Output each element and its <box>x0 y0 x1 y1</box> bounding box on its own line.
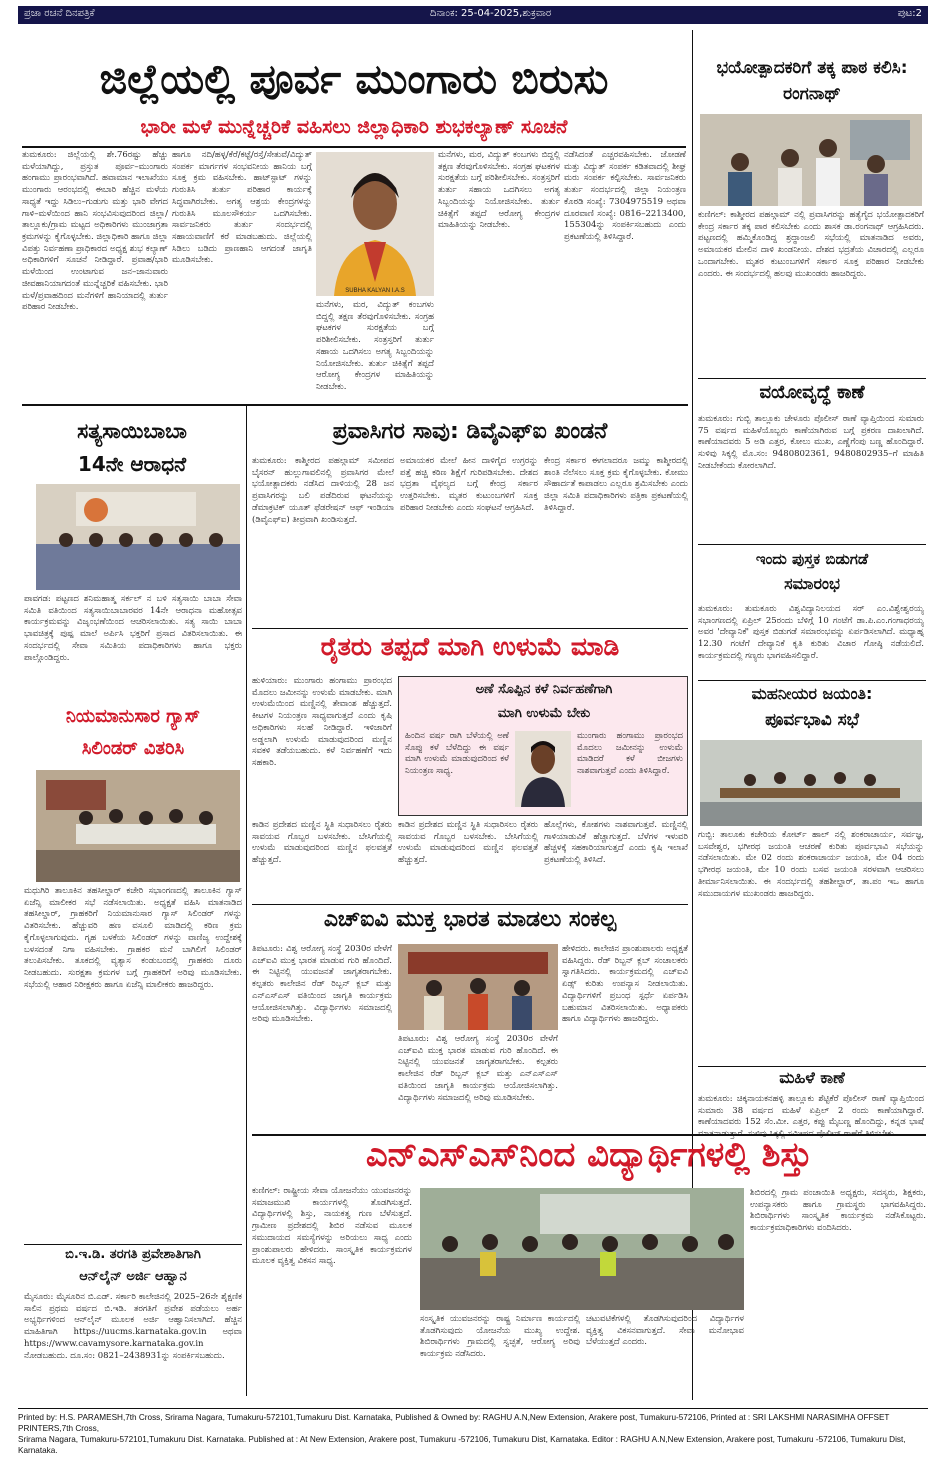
bed-headline-2: ಆನ್‌ಲೈನ್ ಅರ್ಜಿ ಆಹ್ವಾನ <box>79 1269 187 1284</box>
nss-headline: ಎನ್‌ಎಸ್‌ಎಸ್‌ನಿಂದ ವಿದ್ಯಾರ್ಥಿಗಳಲ್ಲಿ ಶಿಸ್ತು <box>365 1135 813 1175</box>
nss-column-2: ಸಂಸ್ಕೃತಿಕ ಯುವಜನರನ್ನು ರಾಷ್ಟ್ರ ನಿರ್ಮಾಣ ಕಾರ್ಯದಲ್ಲಿ ತೊಡಗಿಸುವುದು ಯೋಜನೆಯ ಮುಖ್ಯ ಉದ್ದೇಶ. ಶಿಬಿರಾರ್ಥಿಗಳು ಗ್ರಾಮದಲ್ಲಿ ಸ್ವಚ್ಛತೆ, ಆರೋಗ್ಯ ಅರಿವು ಕಾರ್ಯಕ್ರಮ ನಡೆಸಿದರು. <box>420 1314 580 1360</box>
bed-headline-1: ಬಿ.ಇ.ಡಿ. ತರಗತಿ ಪ್ರವೇಶಾತಿಗಾಗಿ <box>65 1247 201 1262</box>
terror-headline: ಭಯೋತ್ಪಾದಕರಿಗೆ ತಕ್ಕ ಪಾಠ ಕಲಿಸಿ: ರಂಗನಾಥ್ <box>716 58 908 104</box>
group-photo-icon <box>420 1188 744 1310</box>
person-portrait-icon <box>316 152 434 296</box>
lead-subhead: ಭಾರೀ ಮಳೆ ಮುನ್ನೆಚ್ಚರಿಕೆ ವಹಿಸಲು ಜಿಲ್ಲಾಧಿಕಾರಿ ಶುಭಕಲ್ಯಾಣ್ ಸೂಚನೆ <box>140 116 568 138</box>
lead-column-3b: ಮನೆಗಳು, ಮರ, ವಿದ್ಯುತ್ ಕಂಬಗಳು ಬಿದ್ದಲ್ಲಿ ತಕ್ಷಣ ತೆರವುಗೊಳಿಸಬೇಕು. ಸಂಗ್ರಹ ಘಟಕಗಳ ಸುರಕ್ಷತೆಯ ಬಗ್ಗೆ ಪರಿಶೀಲಿಸಬೇಕು. ಸಂತ್ರಸ್ತರಿಗೆ ತುರ್ತು ಸಹಾಯ ಒದಗಿಸಲು ಅಗತ್ಯ ಸಿಬ್ಬಂದಿಯನ್ನು ನಿಯೋಜಿಸಬೇಕು. ತುರ್ತು ಚಿಕಿತ್ಸೆಗೆ ತಪ್ಪದೆ ಆರೋಗ್ಯ ಕೇಂದ್ರಗಳ ಮಾಹಿತಿಯನ್ನು ನೀಡಬೇಕು. <box>316 300 434 393</box>
meeting-hall-photo-icon <box>700 740 922 826</box>
divider <box>22 146 686 148</box>
tourist-column-2: ಅಮಾಯಕರ ಮೇಲೆ ಹೀನ ದಾಳಿಗೈದ ಉಗ್ರರನ್ನು ಪತ್ತೆ ಹಚ್ಚಿ ಕಠಿಣ ಶಿಕ್ಷೆಗೆ ಗುರಿಪಡಿಸಬೇಕು. ದೇಶದ ಭದ್ರತಾ ವೈಫಲ್ಯದ ಬಗ್ಗೆ ಕೇಂದ್ರ ಸರ್ಕಾರ ಉತ್ತರಿಸಬೇಕು. ಮೃತರ ಕುಟುಂಬಗಳಿಗೆ ಸೂಕ್ತ ಪರಿಹಾರ ನೀಡಬೇಕು ಎಂದು ಸಂಘಟನೆ ಆಗ್ರಹಿಸಿದೆ. <box>400 456 538 513</box>
jayanti-photo <box>700 740 922 826</box>
nss-column-3: ಚಟುವಟಿಕೆಗಳಲ್ಲಿ ತೊಡಗಿಸುವುದರಿಂದ ವಿದ್ಯಾರ್ಥಿಗಳ ವ್ಯಕ್ತಿತ್ವ ವಿಕಸನವಾಗುತ್ತದೆ. ಸೇವಾ ಮನೋಭಾವ ಬೆಳೆಯುತ್ತದೆ ಎಂದರು. <box>586 1314 744 1348</box>
divider <box>24 1244 242 1245</box>
lead-column-2: ಹಾಗೂ ನದಿ/ಹಳ್ಳ/ಕೆರೆ/ಕಟ್ಟೆ/ರಸ್ತೆ/ಸೇತುವೆ/ವಿದ್ಯುತ್ ಸಂಪರ್ಕ ಮಾರ್ಗಗಳ ಸಂಭವನೀಯ ಹಾನಿಯ ಬಗ್ಗೆ ಸೂಕ್ತ ಕ್ರಮ ವಹಿಸಬೇಕು. ಹಾಟ್‌ಸ್ಪಾಟ್ ಗಳನ್ನು ಗುರುತಿಸಿ ತುರ್ತು ಪರಿಹಾರ ಕಾರ್ಯಕ್ಕೆ ಸಿದ್ಧವಾಗಿರಬೇಕು. ಅಗತ್ಯ ಆಶ್ರಯ ಕೇಂದ್ರಗಳನ್ನು ಗುರುತಿಸಿ ಮೂಲಸೌಕರ್ಯ ಒದಗಿಸಬೇಕು. ಸಾರ್ವಜನಿಕರು ತುರ್ತು ಸಂದರ್ಭದಲ್ಲಿ ಸಹಾಯವಾಣಿಗೆ ಕರೆ ಮಾಡಬಹುದು. ಜಿಲ್ಲೆಯಲ್ಲಿ ಸಿಡಿಲು ಬಡಿದು ಪ್ರಾಣಹಾನಿ ಆಗದಂತೆ ಜಾಗೃತಿ ಮೂಡಿಸಬೇಕು. <box>172 150 312 266</box>
box-column-1: ಹಿಂದಿನ ವರ್ಷ ರಾಗಿ ಬೆಳೆಯಲ್ಲಿ ಅಣೆ ಸೊಪ್ಪು ಕಳೆ ಬೆಳೆದಿದ್ದು ಈ ವರ್ಷ ಮಾಗಿ ಉಳುಮೆ ಮಾಡುವುದರಿಂದ ಕಳೆ ನಿಯಂತ್ರಣ ಸಾಧ್ಯ. <box>405 731 509 777</box>
masthead-page: ಪುಟ:2 <box>897 8 922 19</box>
sai-headline-2: 14ನೇ ಆರಾಧನೆ <box>77 452 187 476</box>
tourist-headline: ಪ್ರವಾಸಿಗರ ಸಾವು: ಡಿವೈಎಫ್‌ಐ ಖಂಡನೆ <box>332 419 608 444</box>
sai-headline-1: ಸತ್ಯಸಾಯಿಬಾಬಾ <box>77 419 187 443</box>
gas-body: ಮಧುಗಿರಿ ತಾಲೂಕಿನ ತಹಸೀಲ್ದಾರ್ ಕಚೇರಿ ಸಭಾಂಗಣದಲ್ಲಿ ತಾಲೂಕಿನ ಗ್ಯಾಸ್ ಏಜೆನ್ಸಿ ಮಾಲೀಕರ ಸಭೆ ನಡೆಸಲಾಯಿತು. ಅಧ್ಯಕ್ಷತೆ ವಹಿಸಿ ಮಾತನಾಡಿದ ತಹಸೀಲ್ದಾರ್, ಗ್ರಾಹಕರಿಗೆ ನಿಯಮಾನುಸಾರ ಗ್ಯಾಸ್ ಸಿಲಿಂಡರ್ ಗಳನ್ನು ವಿತರಿಸಬೇಕು. ಹೆಚ್ಚುವರಿ ಹಣ ವಸೂಲಿ ಮಾಡಿದಲ್ಲಿ ಕಠಿಣ ಕ್ರಮ ಕೈಗೊಳ್ಳಲಾಗುವುದು. ಗೃಹ ಬಳಕೆಯ ಸಿಲಿಂಡರ್ ಗಳನ್ನು ವಾಣಿಜ್ಯ ಉದ್ದೇಶಕ್ಕೆ ಬಳಸದಂತೆ ನಿಗಾ ವಹಿಸಬೇಕು. ಗ್ರಾಹಕರ ಮನೆ ಬಾಗಿಲಿಗೆ ಸಿಲಿಂಡರ್ ತಲುಪಿಸಬೇಕು. ತೂಕದಲ್ಲಿ ವ್ಯತ್ಯಾಸ ಕಂಡುಬಂದಲ್ಲಿ ಗ್ರಾಹಕರು ದೂರು ನೀಡಬಹುದು. ಸುರಕ್ಷತಾ ಕ್ರಮಗಳ ಬಗ್ಗೆ ಗ್ರಾಹಕರಿಗೆ ಅರಿವು ಮೂಡಿಸಬೇಕು. ಸಭೆಯಲ್ಲಿ ಆಹಾರ ನಿರೀಕ್ಷಕರು ಹಾಗೂ ಏಜೆನ್ಸಿ ಮಾಲೀಕರು ಹಾಜರಿದ್ದರು. <box>24 886 242 990</box>
book-headline-1: ಇಂದು ಪುಸ್ತಕ ಬಿಡುಗಡೆ <box>755 550 869 568</box>
masthead-paper: ಪ್ರಜಾ ರಚನೆ ದಿನಪತ್ರಿಕೆ <box>24 8 95 19</box>
divider <box>698 544 926 545</box>
bed-body: ಮೈಸೂರು: ಮೈಸೂರಿನ ಬಿ.ಎಡ್. ಸರ್ಕಾರಿ ಕಾಲೇಜಿನಲ್ಲಿ 2025–26ನೇ ಶೈಕ್ಷಣಿಕ ಸಾಲಿನ ಪ್ರಥಮ ವರ್ಷದ ಬಿ.ಇಡಿ. ತರಗತಿಗೆ ಪ್ರವೇಶ ಪಡೆಯಲು ಅರ್ಹ ಅಭ್ಯರ್ಥಿಗಳಿಂದ ಆನ್‌ಲೈನ್ ಮೂಲಕ ಅರ್ಜಿ ಆಹ್ವಾನಿಸಲಾಗಿದೆ. ಹೆಚ್ಚಿನ ಮಾಹಿತಿಗಾಗಿ https://uucms.karnataka.gov.in ಅಥವಾ https://www.cavamysore.karnataka.gov.in ನೋಡಬಹುದು. ದೂ.ಸಂ: 0821–2438931ನ್ನು ಸಂಪರ್ಕಿಸಬಹುದು. <box>24 1292 242 1361</box>
box-headline-1: ಅಣೆ ಸೊಪ್ಪಿನ ಕಳೆ ನಿರ್ವಹಣೆಗಾಗಿ <box>475 682 613 697</box>
sai-body: ಪಾವಗಡ: ಪಟ್ಟಣದ ಶನಿಮಹಾತ್ಮ ಸರ್ಕಲ್ ನ ಬಳಿ ಸತ್ಯಸಾಯಿ ಬಾಬಾ ಸೇವಾ ಸಮಿತಿ ವತಿಯಿಂದ ಸತ್ಯಸಾಯಿಬಾಬಾರವರ 14ನೇ ಆರಾಧನಾ ಮಹೋತ್ಸವ ಕಾರ್ಯಕ್ರಮವನ್ನು ವಿಜೃಂಭಣೆಯಿಂದ ಆಚರಿಸಲಾಯಿತು. ಸತ್ಯ ಸಾಯಿ ಬಾಬಾ ಭಾವಚಿತ್ರಕ್ಕೆ ಪುಷ್ಪ ಮಾಲೆ ಅರ್ಪಿಸಿ ಭಕ್ತರಿಗೆ ಪ್ರಸಾದ ವಿತರಿಸಲಾಯಿತು. ಈ ಸಂದರ್ಭದಲ್ಲಿ ಸೇವಾ ಸಮಿತಿಯ ಪದಾಧಿಕಾರಿಗಳು ಹಾಗೂ ಭಕ್ತರು ಪಾಲ್ಗೊಂಡಿದ್ದರು. <box>24 594 242 663</box>
jayanti-headline-2: ಪೂರ್ವಭಾವಿ ಸಭೆ <box>765 710 859 730</box>
farmers-headline: ರೈತರು ತಪ್ಪದೆ ಮಾಗಿ ಉಳುಮೆ ಮಾಡಿ <box>320 632 620 661</box>
meeting-photo-icon <box>700 114 922 206</box>
divider <box>698 378 926 379</box>
sai-photo <box>36 484 240 590</box>
nss-photo <box>420 1188 744 1310</box>
imprint-line-2: Srirama Nagara, Tumakuru-572101,Tumakuru Dist. Karnataka. Published at : At New Extension, Arakere post, Tumakuru -572106, Tumakuru Dist, Karnataka. Editor : RAGHU A.N,New Extension, Arakere post, Tumakuru -572106, Tumakuru Dist, Karnataka. <box>18 1435 906 1456</box>
gas-headline-1: ನಿಯಮಾನುಸಾರ ಗ್ಯಾಸ್ <box>65 706 201 727</box>
farmers-column-2: ಕಾಡಿನ ಪ್ರದೇಶದ ಮಣ್ಣಿನ ಸ್ಥಿತಿ ಸುಧಾರಿಸಲು ರೈತರು ಸಾವಯವ ಗೊಬ್ಬರ ಬಳಸಬೇಕು. ಬೇಸಿಗೆಯಲ್ಲಿ ಉಳುಮೆ ಮಾಡುವುದರಿಂದ ಮಣ್ಣಿನ ಫಲವತ್ತತೆ ಹೆಚ್ಚುತ್ತದೆ. <box>398 820 538 866</box>
award-ceremony-photo-icon <box>398 944 558 1030</box>
hiv-column-1: ತಿಪಟೂರು: ವಿಶ್ವ ಆರೋಗ್ಯ ಸಂಸ್ಥೆ 2030ರ ವೇಳೆಗೆ ಎಚ್‌ಐವಿ ಮುಕ್ತ ಭಾರತ ಮಾಡುವ ಗುರಿ ಹೊಂದಿದೆ. ಈ ನಿಟ್ಟಿನಲ್ಲಿ ಯುವಜನತೆ ಜಾಗೃತರಾಗಬೇಕು. ಕಲ್ಪತರು ಕಾಲೇಜಿನ ರೆಡ್ ರಿಬ್ಬನ್ ಕ್ಲಬ್ ಮತ್ತು ಎನ್‌ಎಸ್‌ಎಸ್ ವತಿಯಿಂದ ಜಾಗೃತಿ ಕಾರ್ಯಕ್ರಮ ಆಯೋಜಿಸಲಾಗಿತ್ತು. ವಿದ್ಯಾರ್ಥಿಗಳು ಸಮಾಜದಲ್ಲಿ ಅರಿವು ಮೂಡಿಸಬೇಕು. <box>252 944 392 1025</box>
box-column-2: ಮುಂಗಾರು ಹಂಗಾಮು ಪ್ರಾರಂಭದ ಮೊದಲು ಜಮೀನನ್ನು ಉಳುಮೆ ಮಾಡಿದರೆ ಕಳೆ ಬೀಜಗಳು ನಾಶವಾಗುತ್ತವೆ ಎಂದು ತಿಳಿಸಿದ್ದಾರೆ. <box>577 731 683 777</box>
elderly-body: ತುಮಕೂರು: ಗುಬ್ಬಿ ತಾಲ್ಲೂಕು ಚೇಳೂರು ಪೊಲೀಸ್ ಠಾಣೆ ವ್ಯಾಪ್ತಿಯಿಂದ ಸುಮಾರು 75 ವರ್ಷದ ಮಹಿಳೆಯೊಬ್ಬರು ಕಾಣೆಯಾಗಿರುವ ಬಗ್ಗೆ ಪ್ರಕರಣ ದಾಖಲಾಗಿದೆ. ಕಾಣೆಯಾದವರು 5 ಅಡಿ ಎತ್ತರ, ಕೋಲು ಮುಖ, ಎಣ್ಣೆಗೆಂಪು ಬಣ್ಣ ಹೊಂದಿದ್ದಾರೆ. ಸುಳಿವು ಸಿಕ್ಕಲ್ಲಿ ಮೊ.ಸಂ: 9480802361, 9480802935–ಗೆ ಮಾಹಿತಿ ನೀಡಬೇಕೆಂದು ಕೋರಲಾಗಿದೆ. <box>698 414 924 471</box>
hiv-photo <box>398 944 558 1030</box>
imprint-line-1: Printed by: H.S. PARAMESH,7th Cross, Srirama Nagara, Tumakuru-572101,Tumakuru Dist. Karnataka, Published & Owned by: RAGHU A.N,New Extension, Arakere post, Tumakuru-572106, Printed at : SRI LAKSHMI NARASIMHA OFFSET PRINTERS,7th Cross, <box>18 1413 890 1434</box>
boxed-story <box>398 676 688 816</box>
farmers-column-1: ಹುಳಿಯಾರು: ಮುಂಗಾರು ಹಂಗಾಮು ಪ್ರಾರಂಭದ ಮೊದಲು ಜಮೀನನ್ನು ಉಳುಮೆ ಮಾಡಬೇಕು. ಮಾಗಿ ಉಳುಮೆಯಿಂದ ಮಣ್ಣಿನಲ್ಲಿ ತೇವಾಂಶ ಹೆಚ್ಚುತ್ತದೆ. ಕೀಟಗಳ ನಿಯಂತ್ರಣ ಸಾಧ್ಯವಾಗುತ್ತದೆ ಎಂದು ಕೃಷಿ ಅಧಿಕಾರಿಗಳು ಸಲಹೆ ನೀಡಿದ್ದಾರೆ. ಇಳಿಜಾರಿಗೆ ಅಡ್ಡಲಾಗಿ ಉಳುಮೆ ಮಾಡುವುದರಿಂದ ಮಣ್ಣಿನ ಸವಕಳಿ ತಡೆಯಬಹುದು. ಕಳೆ ನಿರ್ವಹಣೆಗೆ ಇದು ಸಹಕಾರಿ. <box>252 676 392 769</box>
terror-body: ಕುಣಿಗಲ್: ಕಾಶ್ಮೀರದ ಪಹಲ್ಗಾಮ್ ನಲ್ಲಿ ಪ್ರವಾಸಿಗರನ್ನು ಹತ್ಯೆಗೈದ ಭಯೋತ್ಪಾದಕರಿಗೆ ಕೇಂದ್ರ ಸರ್ಕಾರ ತಕ್ಕ ಪಾಠ ಕಲಿಸಬೇಕು ಎಂದು ಶಾಸಕ ಡಾ.ರಂಗನಾಥ್ ಆಗ್ರಹಿಸಿದರು. ಪಟ್ಟಣದಲ್ಲಿ ಹಮ್ಮಿಕೊಂಡಿದ್ದ ಶ್ರದ್ಧಾಂಜಲಿ ಸಭೆಯಲ್ಲಿ ಮಾತನಾಡಿದ ಅವರು, ಅಮಾಯಕರ ಮೇಲಿನ ದಾಳಿ ಖಂಡನೀಯ. ದೇಶದ ಭದ್ರತೆಯ ವಿಚಾರದಲ್ಲಿ ಎಲ್ಲರೂ ಒಂದಾಗಬೇಕು. ಮೃತರ ಕುಟುಂಬಗಳಿಗೆ ಸರ್ಕಾರ ಸೂಕ್ತ ಪರಿಹಾರ ನೀಡಬೇಕು ಎಂದರು. ಈ ಸಂದರ್ಭದಲ್ಲಿ ಹಲವು ಮುಖಂಡರು ಹಾಜರಿದ್ದರು. <box>698 210 924 279</box>
conference-photo-icon <box>36 770 240 882</box>
lead-column-4: ನಡೆಸಿದಂತೆ ಎಚ್ಚರವಹಿಸಬೇಕು. ಜೋಡಣೆ ಮತ್ತು ವಿದ್ಯುತ್ ಸಂಪರ್ಕ ಕಡಿತವಾದಲ್ಲಿ ಶೀಘ್ರ ಮರು ಸಂಪರ್ಕ ಕಲ್ಪಿಸಬೇಕು. ಸಾರ್ವಜನಿಕರು ತುರ್ತು ಸಂದರ್ಭದಲ್ಲಿ ಜಿಲ್ಲಾ ನಿಯಂತ್ರಣ ಕೊಠಡಿ ಸಂಖ್ಯೆ: 7304975519 ಅಥವಾ ದೂರವಾಣಿ ಸಂಖ್ಯೆ: 0816–2213400, 155304ನ್ನು ಸಂಪರ್ಕಿಸಬಹುದು ಎಂದು ಪ್ರಕಟಣೆಯಲ್ಲಿ ತಿಳಿಸಿದ್ದಾರೆ. <box>564 150 686 243</box>
hiv-column-1b: ತಿಪಟೂರು: ವಿಶ್ವ ಆರೋಗ್ಯ ಸಂಸ್ಥೆ 2030ರ ವೇಳೆಗೆ ಎಚ್‌ಐವಿ ಮುಕ್ತ ಭಾರತ ಮಾಡುವ ಗುರಿ ಹೊಂದಿದೆ. ಈ ನಿಟ್ಟಿನಲ್ಲಿ ಯುವಜನತೆ ಜಾಗೃತರಾಗಬೇಕು. ಕಲ್ಪತರು ಕಾಲೇಜಿನ ರೆಡ್ ರಿಬ್ಬನ್ ಕ್ಲಬ್ ಮತ್ತು ಎನ್‌ಎಸ್‌ಎಸ್ ವತಿಯಿಂದ ಜಾಗೃತಿ ಕಾರ್ಯಕ್ರಮ ಆಯೋಜಿಸಲಾಗಿತ್ತು. ವಿದ್ಯಾರ್ಥಿಗಳು ಸಮಾಜದಲ್ಲಿ ಅರಿವು ಮೂಡಿಸಬೇಕು. <box>398 1034 558 1103</box>
masthead-date: ದಿನಾಂಕ: 25-04-2025,ಶುಕ್ರವಾರ <box>430 8 552 19</box>
lead-portrait <box>316 152 434 296</box>
gathering-photo-icon <box>36 484 240 590</box>
tourist-column-3: ಕೇಂದ್ರ ಸರ್ಕಾರ ಈಗಲಾದರೂ ಜಮ್ಮು ಕಾಶ್ಮೀರದಲ್ಲಿ ಶಾಂತಿ ನೆಲೆಸಲು ಸೂಕ್ತ ಕ್ರಮ ಕೈಗೊಳ್ಳಬೇಕು. ಕೋಮು ಸೌಹಾರ್ದತೆ ಕಾಪಾಡಲು ಎಲ್ಲರೂ ಶ್ರಮಿಸಬೇಕು ಎಂದು ಜಿಲ್ಲಾ ಸಮಿತಿ ಪದಾಧಿಕಾರಿಗಳು ಪತ್ರಿಕಾ ಪ್ರಕಟಣೆಯಲ್ಲಿ ತಿಳಿಸಿದ್ದಾರೆ. <box>544 456 688 513</box>
nss-column-1: ಕುಣಿಗಲ್: ರಾಷ್ಟ್ರೀಯ ಸೇವಾ ಯೋಜನೆಯು ಯುವಜನರನ್ನು ಸಮಾಜಮುಖಿ ಕಾರ್ಯಗಳಲ್ಲಿ ತೊಡಗಿಸುತ್ತದೆ. ವಿದ್ಯಾರ್ಥಿಗಳಲ್ಲಿ ಶಿಸ್ತು, ನಾಯಕತ್ವ ಗುಣ ಬೆಳೆಸುತ್ತದೆ. ಗ್ರಾಮೀಣ ಪ್ರದೇಶದಲ್ಲಿ ಶಿಬಿರ ನಡೆಸುವ ಮೂಲಕ ಸಮುದಾಯದ ಸಮಸ್ಯೆಗಳನ್ನು ಅರಿಯಲು ಸಾಧ್ಯ ಎಂದು ಪ್ರಾಂಶುಪಾಲರು ಹೇಳಿದರು. ಸಾಂಸ್ಕೃತಿಕ ಕಾರ್ಯಕ್ರಮಗಳ ಮೂಲಕ ವ್ಯಕ್ತಿತ್ವ ವಿಕಸನ ಸಾಧ್ಯ. <box>252 1186 412 1267</box>
book-body: ತುಮಕೂರು: ತುಮಕೂರು ವಿಶ್ವವಿದ್ಯಾನಿಲಯದ ಸರ್ ಎಂ.ವಿಶ್ವೇಶ್ವರಯ್ಯ ಸಭಾಂಗಣದಲ್ಲಿ ಏಪ್ರಿಲ್ 25ರಂದು ಬೆಳಿಗ್ಗೆ 10 ಗಂಟೆಗೆ ಡಾ.ಪಿ.ಎಂ.ಗಂಗಾಧರಯ್ಯ ಅವರ 'ದೇವ್ಯಾನಿಕೆ' ಪುಸ್ತಕ ಬಿಡುಗಡೆ ಸಮಾರಂಭವನ್ನು ಏರ್ಪಡಿಸಲಾಗಿದೆ. ಮಧ್ಯಾಹ್ನ 12.30 ಗಂಟೆಗೆ ದೇವ್ಯಾನಿಕೆ ಕೃತಿ ಕುರಿತು ವಿಚಾರ ಗೋಷ್ಠಿ ನಡೆಯಲಿದೆ. ಕಾರ್ಯಕ್ರಮದಲ್ಲಿ ಗಣ್ಯರು ಭಾಗವಹಿಸಲಿದ್ದಾರೆ. <box>698 604 924 661</box>
box-headline-2: ಮಾಗಿ ಉಳುಮೆ ಬೇಕು <box>497 706 591 721</box>
jayanti-headline-1: ಮಹನೀಯರ ಜಯಂತಿ: <box>751 684 873 703</box>
lead-headline: ಜಿಲ್ಲೆಯಲ್ಲಿ ಪೂರ್ವ ಮುಂಗಾರು ಬಿರುಸು <box>99 55 609 103</box>
hiv-column-2: ಹೇಳಿದರು. ಕಾಲೇಜಿನ ಪ್ರಾಂಶುಪಾಲರು ಅಧ್ಯಕ್ಷತೆ ವಹಿಸಿದ್ದರು. ರೆಡ್ ರಿಬ್ಬನ್ ಕ್ಲಬ್ ಸಂಚಾಲಕರು ಸ್ವಾಗತಿಸಿದರು. ಕಾರ್ಯಕ್ರಮದಲ್ಲಿ ಎಚ್‌ಐವಿ ಏಡ್ಸ್ ಕುರಿತು ಉಪನ್ಯಾಸ ನೀಡಲಾಯಿತು. ವಿದ್ಯಾರ್ಥಿಗಳಿಗೆ ಪ್ರಬಂಧ ಸ್ಪರ್ಧೆ ಏರ್ಪಡಿಸಿ ಬಹುಮಾನ ವಿತರಿಸಲಾಯಿತು. ಅಧ್ಯಾಪಕರು ಹಾಗೂ ವಿದ್ಯಾರ್ಥಿಗಳು ಹಾಜರಿದ್ದರು. <box>562 944 688 1025</box>
farmers-column-3: ಹೊಲ್ಲೆಗಳು, ಕೋಶಗಳು ನಾಶವಾಗುತ್ತವೆ. ಮಣ್ಣಿನಲ್ಲಿ ಗಾಳಿಯಾಡುವಿಕೆ ಹೆಚ್ಚಾಗುತ್ತದೆ. ಬೆಳೆಗಳ ಇಳುವರಿ ಹೆಚ್ಚಳಕ್ಕೆ ಸಹಕಾರಿಯಾಗುತ್ತದೆ ಎಂದು ಕೃಷಿ ಇಲಾಖೆ ಪ್ರಕಟಣೆಯಲ್ಲಿ ತಿಳಿಸಿದೆ. <box>544 820 688 866</box>
farmers-column-1b: ಕಾಡಿನ ಪ್ರದೇಶದ ಮಣ್ಣಿನ ಸ್ಥಿತಿ ಸುಧಾರಿಸಲು ರೈತರು ಸಾವಯವ ಗೊಬ್ಬರ ಬಳಸಬೇಕು. ಬೇಸಿಗೆಯಲ್ಲಿ ಉಳುಮೆ ಮಾಡುವುದರಿಂದ ಮಣ್ಣಿನ ಫಲವತ್ತತೆ ಹೆಚ್ಚುತ್ತದೆ. <box>252 820 392 866</box>
masthead <box>18 6 928 24</box>
hiv-headline: ಎಚ್‌ಐವಿ ಮುಕ್ತ ಭಾರತ ಮಾಡಲು ಸಂಕಲ್ಪ <box>323 907 617 932</box>
gas-photo <box>36 770 240 882</box>
divider <box>698 680 926 681</box>
portrait-caption: SUBHA KALYAN I.A.S <box>345 288 405 294</box>
elderly-headline: ವಯೋವೃದ್ಧೆ ಕಾಣೆ <box>759 382 865 403</box>
box-portrait <box>515 731 571 807</box>
jayanti-body: ಗುಬ್ಬಿ: ತಾಲೂಕು ಕಚೇರಿಯ ಕೋರ್ಟ್ ಹಾಲ್ ನಲ್ಲಿ ಶಂಕರಾಚಾರ್ಯ, ಸರ್ವಜ್ಞ, ಬಸವೇಶ್ವರ, ಭಗೀರಥ ಜಯಂತಿ ಆಚರಣೆ ಕುರಿತು ಪೂರ್ವಭಾವಿ ಸಭೆಯನ್ನು ನಡೆಸಲಾಯಿತು. ಮೇ 02 ರಂದು ಶಂಕರಾಚಾರ್ಯ ಜಯಂತಿ, ಮೇ 04 ರಂದು ಭಗೀರಥ ಜಯಂತಿ, ಮೇ 10 ರಂದು ಬಸವ ಜಯಂತಿ ಸರಳವಾಗಿ ಆಚರಿಸಲು ತೀರ್ಮಾನಿಸಲಾಯಿತು. ಈ ಸಂದರ್ಭದಲ್ಲಿ ತಹಶೀಲ್ದಾರ್, ತಾ.ಪಂ ಇಒ ಹಾಗೂ ಸಮುದಾಯಗಳ ಮುಖಂಡರು ಹಾಜರಿದ್ದರು. <box>698 830 924 899</box>
divider <box>22 404 688 406</box>
woman-missing-body: ತುಮಕೂರು: ಚಿಕ್ಕನಾಯಕನಹಳ್ಳಿ ತಾಲ್ಲೂಕು ಶೆಟ್ಟಿಕೆರೆ ಪೊಲೀಸ್ ಠಾಣೆ ವ್ಯಾಪ್ತಿಯಿಂದ ಸುಮಾರು 38 ವರ್ಷದ ಮಹಿಳೆ ಏಪ್ರಿಲ್ 2 ರಂದು ಕಾಣೆಯಾಗಿದ್ದಾರೆ. ಕಾಣೆಯಾದವರು 152 ಸೆಂ.ಮೀ. ಎತ್ತರ, ಕಪ್ಪು ಮೈಬಣ್ಣ ಹೊಂದಿದ್ದು, ಕನ್ನಡ ಭಾಷೆ <box>698 1094 924 1128</box>
divider <box>252 628 688 629</box>
lead-column-3: ಮನೆಗಳು, ಮರ, ವಿದ್ಯುತ್ ಕಂಬಗಳು ಬಿದ್ದಲ್ಲಿ ತಕ್ಷಣ ತೆರವುಗೊಳಿಸಬೇಕು. ಸಂಗ್ರಹ ಘಟಕಗಳ ಸುರಕ್ಷತೆಯ ಬಗ್ಗೆ ಪರಿಶೀಲಿಸಬೇಕು. ಸಂತ್ರಸ್ತರಿಗೆ ತುರ್ತು ಸಹಾಯ ಒದಗಿಸಲು ಅಗತ್ಯ ಸಿಬ್ಬಂದಿಯನ್ನು ನಿಯೋಜಿಸಬೇಕು. ತುರ್ತು ಚಿಕಿತ್ಸೆಗೆ ತಪ್ಪದೆ ಆರೋಗ್ಯ ಕೇಂದ್ರಗಳ ಮಾಹಿತಿಯನ್ನು ನೀಡಬೇಕು. <box>438 150 560 231</box>
nss-column-4: ಶಿಬಿರದಲ್ಲಿ ಗ್ರಾಮ ಪಂಚಾಯಿತಿ ಅಧ್ಯಕ್ಷರು, ಸದಸ್ಯರು, ಶಿಕ್ಷಕರು, ಉಪನ್ಯಾಸಕರು ಹಾಗೂ ಗ್ರಾಮಸ್ಥರು ಭಾಗವಹಿಸಿದ್ದರು. ಶಿಬಿರಾರ್ಥಿಗಳು ಸಾಂಸ್ಕೃತಿಕ ಕಾರ್ಯಕ್ರಮ ನಡೆಸಿಕೊಟ್ಟರು. ಕಾರ್ಯಕ್ರಮಾಧಿಕಾರಿಗಳು ವಂದಿಸಿದರು. <box>750 1188 926 1234</box>
tourist-column-1: ತುಮಕೂರು: ಕಾಶ್ಮೀರದ ಪಹಲ್ಗಾಮ್ ಸಮೀಪದ ಬೈಸರನ್ ಹುಲ್ಲುಗಾವಲಿನಲ್ಲಿ ಪ್ರವಾಸಿಗರ ಮೇಲೆ ಭಯೋತ್ಪಾದಕರು ನಡೆಸಿದ ದಾಳಿಯಲ್ಲಿ 28 ಜನ ಪ್ರವಾಸಿಗರನ್ನು ಬಲಿ ಪಡೆದಿರುವ ಘಟನೆಯನ್ನು ಡೆಮಾಕ್ರಟಿಕ್ ಯೂತ್ ಫೆಡರೇಷನ್ ಆಫ್ ಇಂಡಿಯಾ (ಡಿವೈಎಫ್‌ಐ) ತೀವ್ರವಾಗಿ ಖಂಡಿಸುತ್ತದೆ. <box>252 456 394 525</box>
imprint-footer <box>18 1408 928 1456</box>
book-headline-2: ಸಮಾರಂಭ <box>784 574 840 593</box>
woman-missing-headline: ಮಹಿಳೆ ಕಾಣೆ <box>779 1068 845 1087</box>
column-divider <box>246 406 247 1396</box>
gas-headline-2: ಸಿಲಿಂಡರ್ ವಿತರಿಸಿ <box>81 738 185 759</box>
person-portrait-icon <box>515 731 571 807</box>
lead-column-1: ತುಮಕೂರು: ಜಿಲ್ಲೆಯಲ್ಲಿ ಶೇ.76ರಷ್ಟು ಹೆಚ್ಚು ಮಳೆಯಾಗಿದ್ದು, ಪ್ರಸ್ತುತ ಪೂರ್ವ–ಮುಂಗಾರು ಹಂಗಾಮು ಪ್ರಾರಂಭವಾಗಿದೆ. ಹವಾಮಾನ ಇಲಾಖೆಯು ಮುಂಗಾರು ಆರಂಭದಲ್ಲಿ ಈಬಾರಿ ಹೆಚ್ಚಿನ ಮಳೆಯ ಸಾಧ್ಯತೆ ಇದ್ದು ಸಿಡಿಲು–ಗುಡುಗು ಮತ್ತು ಭಾರಿ ವೇಗದ ಗಾಳಿ–ಮಳೆಯಿಂದ ಹಾನಿ ಸಂಭವಿಸುವುದರಿಂದ ಜಿಲ್ಲಾ/ತಾಲ್ಲೂಕು/ಗ್ರಾಮ ಮಟ್ಟದ ಅಧಿಕಾರಿಗಳು ಮುಂಜಾಗ್ರತಾ ಕ್ರಮಗಳನ್ನು ಕೈಗೊಳ್ಳಬೇಕು. ಜಿಲ್ಲಾಧಿಕಾರಿ ಹಾಗೂ ಜಿಲ್ಲಾ ವಿಪತ್ತು ನಿರ್ವಹಣಾ ಪ್ರಾಧಿಕಾರದ ಅಧ್ಯಕ್ಷ ಶುಭ ಕಲ್ಯಾಣ್ ಅಧಿಕಾರಿಗಳಿಗೆ ಸೂಚನೆ ನೀಡಿದ್ದಾರೆ. ಪ್ರವಾಹ/ಭಾರಿ ಮಳೆಯಿಂದ ಉಂಟಾಗುವ ಜನ–ಜಾನುವಾರು ಜೀವಹಾನಿಯಾಗದಂತೆ ಮುನ್ನೆಚ್ಚರಿಕೆ ವಹಿಸಬೇಕು. ಭಾರಿ ಮಳೆ/ಪ್ರವಾಹದಿಂದ ಮನೆಗಳಿಗೆ ಹಾನಿಯಾದಲ್ಲಿ ತುರ್ತು ಪರಿಹಾರ ನೀಡಬೇಕು. <box>22 150 168 313</box>
divider <box>252 904 688 905</box>
terror-photo <box>700 114 922 206</box>
divider <box>698 1066 926 1067</box>
